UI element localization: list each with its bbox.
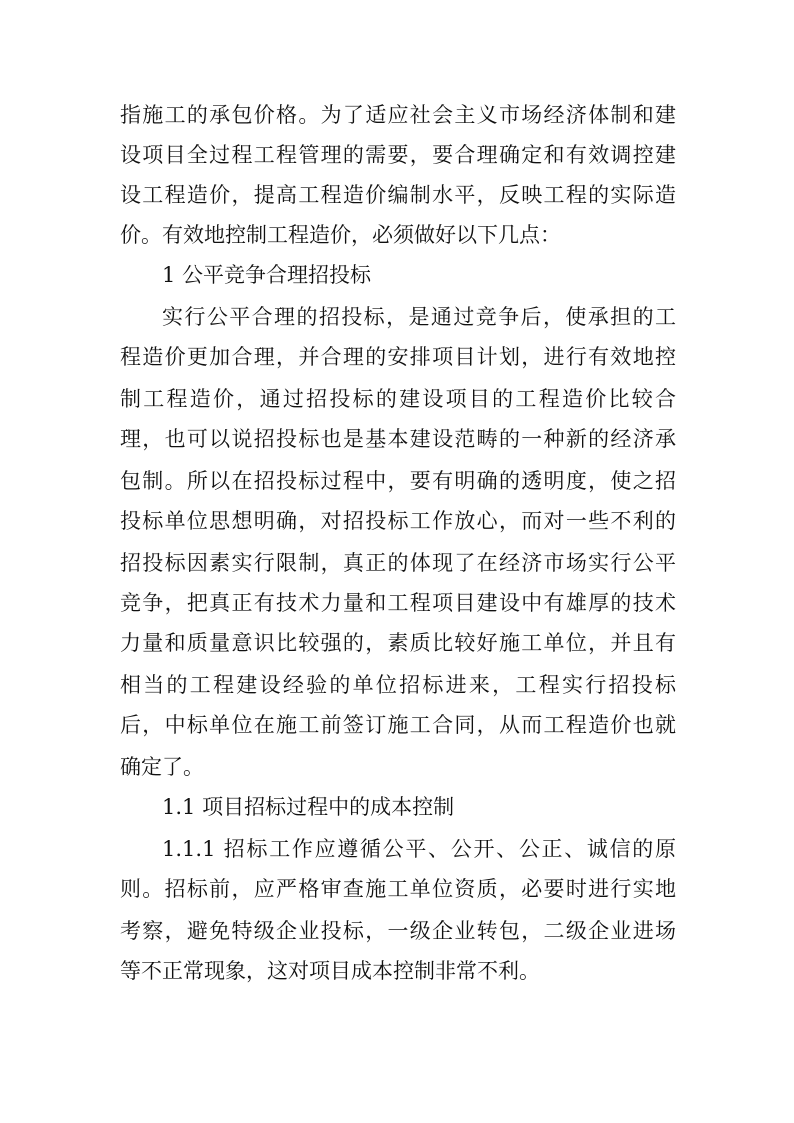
body-line-3: 设工程造价，提高工程造价编制水平，反映工程的实际造 xyxy=(120,183,676,207)
body-line-4: 价。有效地控制工程造价，必须做好以下几点： xyxy=(120,223,561,247)
body-line-17: 确定了。 xyxy=(120,755,204,779)
body-line-7: 程造价更加合理，并合理的安排项目计划，进行有效地控 xyxy=(120,345,676,369)
body-line-11: 投标单位思想明确，对招投标工作放心，而对一些不利的 xyxy=(120,509,676,533)
body-line-22: 等不正常现象，这对项目成本控制非常不利。 xyxy=(120,959,540,983)
body-line-15: 相当的工程建设经验的单位招标进来，工程实行招投标 xyxy=(120,673,676,697)
body-line-8: 制工程造价，通过招投标的建设项目的工程造价比较合 xyxy=(120,387,676,411)
section-heading-1-1: 1.1 项目招标过程中的成本控制 xyxy=(162,795,455,819)
body-line-16: 后，中标单位在施工前签订施工合同，从而工程造价也就 xyxy=(120,713,676,737)
section-heading-1-1-1: 1.1.1 招标工作应遵循公平、公开、公正、诚信的原 xyxy=(162,837,676,861)
body-line-6: 实行公平合理的招投标，是通过竞争后，使承担的工 xyxy=(162,305,676,329)
section-heading-1: 1 公平竞争合理招投标 xyxy=(162,263,372,287)
body-line-2: 设项目全过程工程管理的需要，要合理确定和有效调控建 xyxy=(120,143,676,167)
body-line-20: 则。招标前，应严格审查施工单位资质，必要时进行实地 xyxy=(120,877,676,901)
body-line-10: 包制。所以在招投标过程中，要有明确的透明度，使之招 xyxy=(120,469,676,493)
body-line-14: 力量和质量意识比较强的，素质比较好施工单位，并且有 xyxy=(120,631,676,655)
body-line-9: 理，也可以说招投标也是基本建设范畴的一种新的经济承 xyxy=(120,427,676,451)
body-line-13: 竞争，把真正有技术力量和工程项目建设中有雄厚的技术 xyxy=(120,591,676,615)
body-line-12: 招投标因素实行限制，真正的体现了在经济市场实行公平 xyxy=(120,551,676,575)
body-line-1: 指施工的承包价格。为了适应社会主义市场经济体制和建 xyxy=(120,103,676,127)
body-line-21: 考察，避免特级企业投标，一级企业转包，二级企业进场 xyxy=(120,919,676,943)
